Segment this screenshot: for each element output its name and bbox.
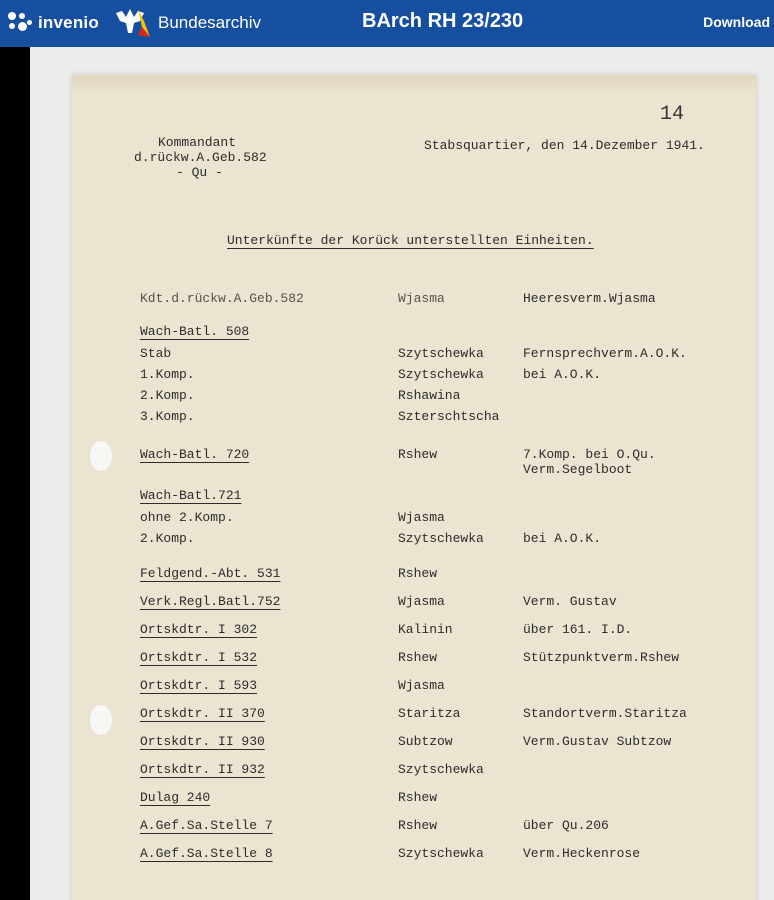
table-row-place: Kalinin	[398, 622, 453, 637]
document-title: BArch RH 23/230	[362, 10, 524, 32]
document-page	[72, 75, 756, 900]
sender-line-1: Kommandant	[158, 135, 237, 150]
sender-line-2: d.rückw.A.Geb.582	[134, 150, 267, 165]
table-row-note: bei A.O.K.	[523, 531, 602, 546]
table-row-place: Wjasma	[398, 678, 445, 693]
table-row-unit: Wach-Batl. 508	[140, 324, 250, 339]
table-row-unit: Ortskdtr. II 930	[140, 734, 265, 749]
bundesarchiv-logo[interactable]	[108, 7, 261, 39]
table-row-place: Rshew	[398, 566, 438, 581]
table-row-place: Subtzow	[398, 734, 453, 749]
table-row-place: Rshew	[398, 650, 438, 665]
table-row-unit: 3.Komp.	[140, 409, 195, 424]
left-strip	[0, 47, 30, 900]
table-row-note: über 161. I.D.	[523, 622, 633, 637]
place-date: Stabsquartier, den 14.Dezember 1941.	[424, 138, 705, 153]
table-row-unit: ohne 2.Komp.	[140, 510, 234, 525]
invenio-logo[interactable]	[6, 8, 99, 38]
table-row-unit: Ortskdtr. II 370	[140, 706, 265, 721]
paper-edge	[72, 75, 756, 95]
table-row-unit: Wach-Batl.721	[140, 488, 242, 503]
document-viewer[interactable]	[30, 47, 774, 900]
table-row-unit: Kdt.d.rückw.A.Geb.582	[140, 291, 304, 306]
sender-line-3: - Qu -	[176, 165, 223, 180]
table-row-unit: A.Gef.Sa.Stelle 7	[140, 818, 273, 833]
table-row-unit: Ortskdtr. I 593	[140, 678, 258, 693]
table-row-note: Verm.Segelboot	[523, 462, 633, 477]
table-row-unit: A.Gef.Sa.Stelle 8	[140, 846, 273, 861]
punch-hole	[90, 705, 112, 735]
table-row-place: Szytschewka	[398, 346, 484, 361]
table-row-unit: Wach-Batl. 720	[140, 447, 250, 462]
table-row-place: Rshawina	[398, 388, 461, 403]
table-row-unit: Feldgend.-Abt. 531	[140, 566, 281, 581]
table-row-place: Szytschewka	[398, 367, 484, 382]
punch-hole	[90, 441, 112, 471]
table-row-unit: Ortskdtr. II 932	[140, 762, 265, 777]
table-row-note: Verm. Gustav	[523, 594, 617, 609]
table-row-place: Szytschewka	[398, 762, 484, 777]
table-row-place: Rshew	[398, 818, 438, 833]
table-row-unit: Ortskdtr. I 302	[140, 622, 258, 637]
table-row-note: Verm.Gustav Subtzow	[523, 734, 672, 749]
table-row-unit: Dulag 240	[140, 790, 211, 805]
table-row-place: Wjasma	[398, 510, 445, 525]
table-row-unit: 1.Komp.	[140, 367, 195, 382]
eagle-icon	[108, 7, 152, 39]
bundesarchiv-label: Bundesarchiv	[158, 13, 262, 32]
invenio-label: invenio	[38, 13, 99, 32]
table-row-note: bei A.O.K.	[523, 367, 602, 382]
table-row-place: Szytschewka	[398, 531, 484, 546]
table-row-note: über Qu.206	[523, 818, 609, 833]
table-row-note: Standortverm.Staritza	[523, 706, 687, 721]
heading: Unterkünfte der Korück unterstellten Einheiten.	[227, 233, 594, 248]
table-row-note: Heeresverm.Wjasma	[523, 291, 656, 306]
page-number: 14	[660, 103, 685, 126]
table-row-unit: 2.Komp.	[140, 388, 195, 403]
top-bar	[0, 0, 774, 47]
table-row-note: Stützpunktverm.Rshew	[523, 650, 680, 665]
table-row-place: Szytschewka	[398, 846, 484, 861]
table-row-note: Fernsprechverm.A.O.K.	[523, 346, 687, 361]
table-row-unit: Ortskdtr. I 532	[140, 650, 258, 665]
table-row-place: Staritza	[398, 706, 461, 721]
table-row-place: Rshew	[398, 790, 438, 805]
table-row-place: Szterschtscha	[398, 409, 500, 424]
table-row-unit: 2.Komp.	[140, 531, 195, 546]
table-row-place: Wjasma	[398, 594, 445, 609]
table-row-place: Rshew	[398, 447, 438, 462]
table-row-unit: Verk.Regl.Batl.752	[140, 594, 281, 609]
table-row-note: 7.Komp. bei O.Qu.	[523, 447, 656, 462]
invenio-dots-icon	[6, 9, 34, 37]
table-row-place: Wjasma	[398, 291, 445, 306]
table-row-unit: Stab	[140, 346, 172, 361]
table-row-note: Verm.Heckenrose	[523, 846, 641, 861]
download-button[interactable]: Download	[703, 14, 770, 30]
